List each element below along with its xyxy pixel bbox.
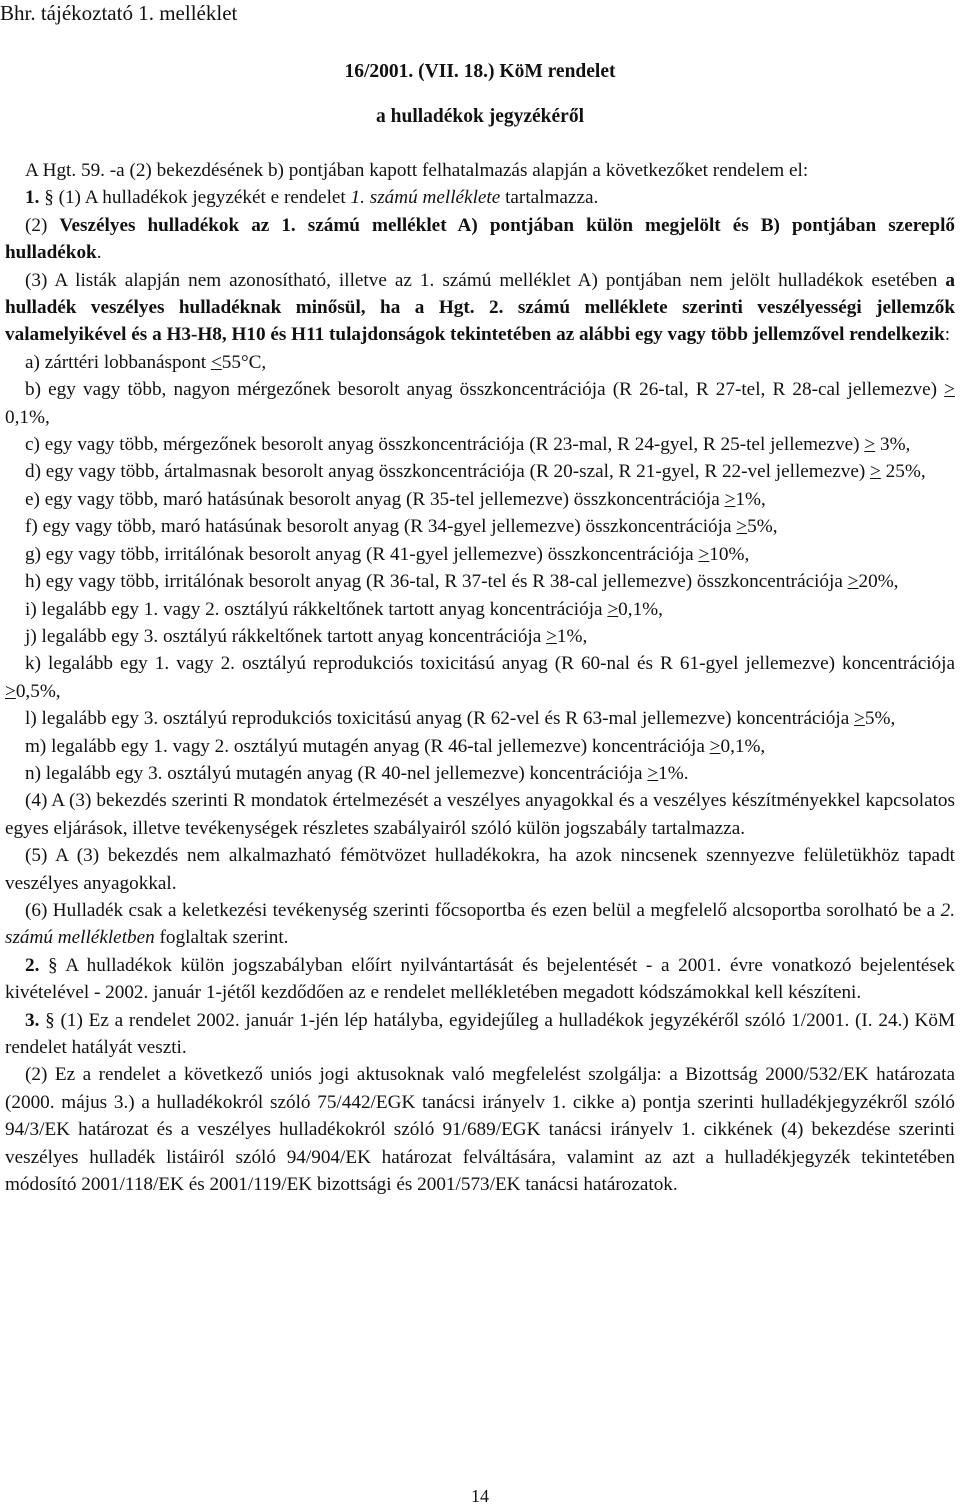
section-1-paragraph-3: (3) A listák alapján nem azonosítható, illetve az 1. számú melléklet A) pontjában nem jelölt hulladékok esetében a hulladék veszélyes hulladéknak minősül, ha a Hgt. 2. számú melléklete szerinti veszélyességi jellemzők valamelyikével és a H3-H8, H10 és H11 tulajdonságok tekintetében az alábbi egy vagy több jellemzővel rendelkezik: xyxy=(5,269,955,346)
list-item: m) legalább egy 1. vagy 2. osztályú mutagén anyag (R 46-tal jellemezve) koncentrációja >0,1%, xyxy=(25,735,766,757)
list-item: d) egy vagy több, ártalmasnak besorolt anyag összkoncentrációja (R 20-szal, R 21-gyel, R 22-vel jellemezve) > 25%, xyxy=(25,461,926,483)
list-item: a) zárttéri lobbanáspont <55°C, xyxy=(25,351,267,373)
regulation-title: 16/2001. (VII. 18.) KöM rendelet xyxy=(344,61,616,82)
list-item: l) legalább egy 3. osztályú reprodukciós toxicitású anyag (R 62-vel és R 63-mal jellemezve) koncentrációja >5%, xyxy=(25,708,896,730)
regulation-subtitle: a hulladékok jegyzékéről xyxy=(376,106,584,127)
list-item: b) egy vagy több, nagyon mérgezőnek besorolt anyag összkoncentrációja (R 26-tal, R 27-tel, R 28-cal jellemezve) > 0,1%, xyxy=(5,379,955,428)
list-item: j) legalább egy 3. osztályú rákkeltőnek tartott anyag koncentrációja >1%, xyxy=(25,625,588,647)
section-3-paragraph-1: 3. § (1) Ez a rendelet 2002. január 1-jén lép hatályba, egyidejűleg a hulladékok jegyzékéről szóló 1/2001. (I. 24.) KöM rendelet hatályát veszti. xyxy=(5,1009,956,1058)
list-item: g) egy vagy több, irritálónak besorolt anyag (R 41-gyel jellemezve) összkoncentrációja >10%, xyxy=(25,543,750,565)
section-sign: § xyxy=(45,1009,55,1031)
section-1-paragraph-6: (6) Hulladék csak a keletkezési tevékenység szerinti főcsoportba és ezen belül a megfelelő alcsoportba sorolható be a 2. számú mellékletben foglaltak szerint. xyxy=(5,899,955,949)
list-item: h) egy vagy több, irritálónak besorolt anyag (R 36-tal, R 37-tel és R 38-cal jellemezve) összkoncentrációja >20%, xyxy=(25,571,899,593)
list-item: k) legalább egy 1. vagy 2. osztályú reprodukciós toxicitású anyag (R 60-nal és R 61-gyel jellemezve) koncentrációja >0,5%, xyxy=(5,653,955,702)
list-item: e) egy vagy több, maró hatásúnak besorolt anyag (R 35-tel jellemezve) összkoncentrációja >1%, xyxy=(25,488,766,510)
section-1-paragraph-1: 1. § (1) A hulladékok jegyzékét e rendelet 1. számú melléklete tartalmazza. xyxy=(25,187,599,209)
section-1-paragraph-4: (4) A (3) bekezdés szerinti R mondatok értelmezését a veszélyes anyagokkal és a veszélyes készítményekkel kapcsolatos egyes eljárások, illetve tevékenységek részletes szabályairól szóló külön jogszabály tartalmazza. xyxy=(5,790,955,839)
section-sign: § xyxy=(44,187,54,209)
preamble: A Hgt. 59. -a (2) bekezdésének b) pontjában kapott felhatalmazás alapján a következőket rendelem el: xyxy=(25,160,809,181)
document-body xyxy=(5,157,955,1198)
section-3-paragraph-2: (2) Ez a rendelet a következő uniós jogi aktusoknak való megfelelést szolgálja: a Bizottság 2000/532/EK határozata (2000. május 3.) a hulladékokról szóló 75/442/EGK tanácsi irányelv 1. cikke a) pontja szerinti hulladékjegyzékről szóló 94/3/EK határozat és a veszélyes hulladékokról szóló 91/689/EGK tanácsi irányelv 1. cikkének (4) bekezdése szerinti veszélyes hulladék listáiról szóló 94/904/EK határozat felváltására, valamint az azt a hulladékjegyzék tekintetében módosító 2001/118/EK és 2001/119/EK bizottsági és 2001/573/EK tanácsi határozatok. xyxy=(5,1064,955,1196)
page-number: 14 xyxy=(471,1486,489,1506)
section-1-paragraph-5: (5) A (3) bekezdés nem alkalmazható fémötvözet hulladékokra, ha azok nincsenek szennyezve felületükhöz tapadt veszélyes anyagokkal. xyxy=(5,845,955,894)
list-item: f) egy vagy több, maró hatásúnak besorolt anyag (R 34-gyel jellemezve) összkoncentrációja >5%, xyxy=(25,516,778,538)
section-sign: § xyxy=(48,954,58,976)
list-item: c) egy vagy több, mérgezőnek besorolt anyag összkoncentrációja (R 23-mal, R 24-gyel, R 25-tel jellemezve) > 3%, xyxy=(25,434,911,456)
list-item: n) legalább egy 3. osztályú mutagén anyag (R 40-nel jellemezve) koncentrációja >1%. xyxy=(25,762,689,784)
list-item: i) legalább egy 1. vagy 2. osztályú rákkeltőnek tartott anyag koncentrációja >0,1%, xyxy=(25,598,663,620)
section-2: 2. § A hulladékok külön jogszabályban előírt nyilvántartását és bejelentését - a 2001. évre vonatkozó bejelentések kivételével - 2002. január 1-jétől kezdődően az e rendelet mellékletében megadott kódszámokkal kell készíteni. xyxy=(5,954,955,1004)
document-header: Bhr. tájékoztató 1. melléklet xyxy=(0,1,238,25)
criteria-list xyxy=(5,349,955,788)
section-1-paragraph-2: (2) Veszélyes hulladékok az 1. számú melléklet A) pontjában külön megjelölt és B) pontjában szereplő hulladékok. xyxy=(5,214,955,264)
